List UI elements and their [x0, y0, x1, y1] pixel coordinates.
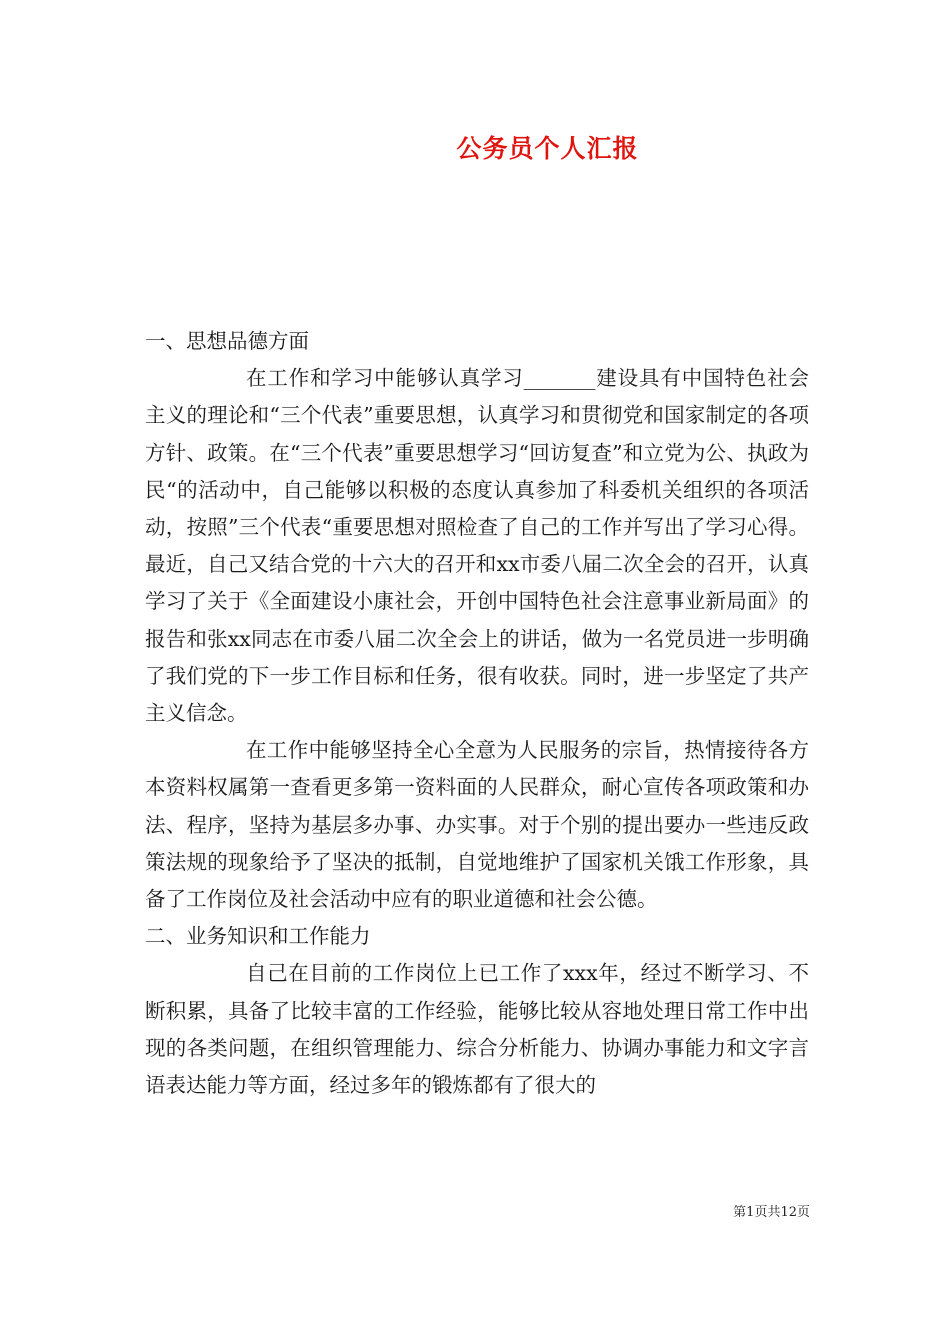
paragraph-1: 在工作和学习中能够认真学习_______建设具有中国特色社会主义的理论和“三个代表”重要思想，认真学习和贯彻党和国家制定的各项方针、政策。在“三个代表”重要思想学习“回访复查”和立党为公、执政为民“的活动中，自己能够以积极的态度认真参加了科委机关组织的各项活动，按照”三个代表“重要思想对照检查了自己的工作并写出了学习心得。最近，自己又结合党的十六大的召开和xx市委八届二次全会的召开，认真学习了关于《全面建设小康社会，开创中国特色社会注意事业新局面》的报告和张xx同志在市委八届二次全会上的讲话，做为一名党员进一步明确了我们党的下一步工作目标和任务，很有收获。同时，进一步坚定了共产主义信念。: [145, 366, 809, 726]
document-title: 公务员个人汇报: [456, 134, 639, 163]
section-heading-2: 二、业务知识和工作能力: [145, 924, 371, 949]
paragraph-3: 自己在目前的工作岗位上已工作了xxx年，经过不断学习、不断积累，具备了比较丰富的工作经验，能够比较从容地处理日常工作中出现的各类问题，在组织管理能力、综合分析能力、协调办事能力和文字言语表达能力等方面，经过多年的锻炼都有了很大的: [145, 961, 809, 1098]
paragraph-2: 在工作中能够坚持全心全意为人民服务的宗旨，热情接待各方本资料权属第一查看更多第一资料面的人民群众，耐心宣传各项政策和办法、程序，坚持为基层多办事、办实事。对于个别的提出要办一些违反政策法规的现象给予了坚决的抵制，自觉地维护了国家机关饿工作形象，具备了工作岗位及社会活动中应有的职业道德和社会公德。: [145, 738, 809, 912]
section-heading-1: 一、思想品德方面: [145, 329, 309, 353]
page-footer: 第1页共12页: [733, 1205, 810, 1220]
document-body: [145, 323, 809, 1104]
